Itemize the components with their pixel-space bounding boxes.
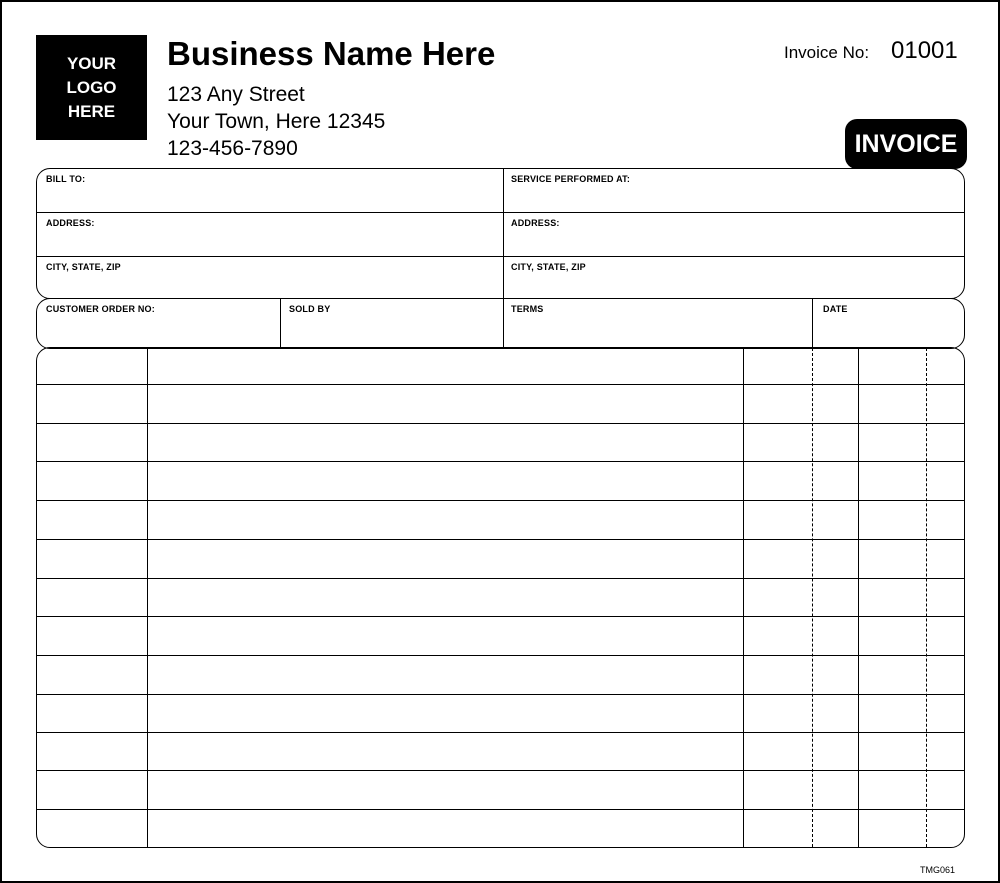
logo-placeholder — [36, 35, 147, 140]
business-street: 123 Any Street — [167, 83, 305, 106]
service-city-state-zip-field[interactable]: CITY, STATE, ZIP — [511, 262, 586, 272]
row-divider — [37, 770, 964, 771]
row-divider — [37, 461, 964, 462]
divider — [503, 169, 504, 298]
bill-address-field[interactable]: ADDRESS: — [46, 218, 95, 228]
service-address-field[interactable]: ADDRESS: — [511, 218, 560, 228]
form-code: TMG061 — [920, 865, 956, 875]
row-divider — [37, 539, 964, 540]
terms-field[interactable]: TERMS — [511, 304, 544, 314]
bill-to-field[interactable]: BILL TO: — [46, 174, 86, 184]
order-info-box — [36, 298, 965, 349]
service-performed-at-field[interactable]: SERVICE PERFORMED AT: — [511, 174, 631, 184]
business-phone: 123-456-7890 — [167, 137, 298, 160]
divider — [812, 299, 813, 348]
row-divider — [37, 655, 964, 656]
divider — [280, 299, 281, 348]
business-name: Business Name Here — [167, 35, 496, 72]
divider — [37, 256, 964, 257]
row-divider — [37, 384, 964, 385]
line-items-box — [36, 347, 965, 848]
divider — [37, 212, 964, 213]
business-city-line: Your Town, Here 12345 — [167, 110, 386, 133]
row-divider — [37, 500, 964, 501]
sold-by-field[interactable]: SOLD BY — [289, 304, 331, 314]
logo-line-3: HERE — [67, 101, 116, 121]
invoice-number: 01001 — [891, 37, 958, 64]
row-divider — [37, 423, 964, 424]
row-divider — [37, 616, 964, 617]
row-divider — [37, 732, 964, 733]
date-field[interactable]: DATE — [823, 304, 848, 314]
billing-box — [36, 168, 965, 299]
divider — [503, 299, 504, 348]
logo-line-2: LOGO — [66, 77, 117, 97]
invoice-number-label: Invoice No: — [784, 43, 870, 62]
customer-order-no-field[interactable]: CUSTOMER ORDER NO: — [46, 304, 155, 314]
invoice-badge: INVOICE — [845, 119, 967, 169]
bill-city-state-zip-field[interactable]: CITY, STATE, ZIP — [46, 262, 121, 272]
logo-line-1: YOUR — [66, 53, 117, 73]
row-divider — [37, 694, 964, 695]
row-divider — [37, 578, 964, 579]
row-divider — [37, 809, 964, 810]
